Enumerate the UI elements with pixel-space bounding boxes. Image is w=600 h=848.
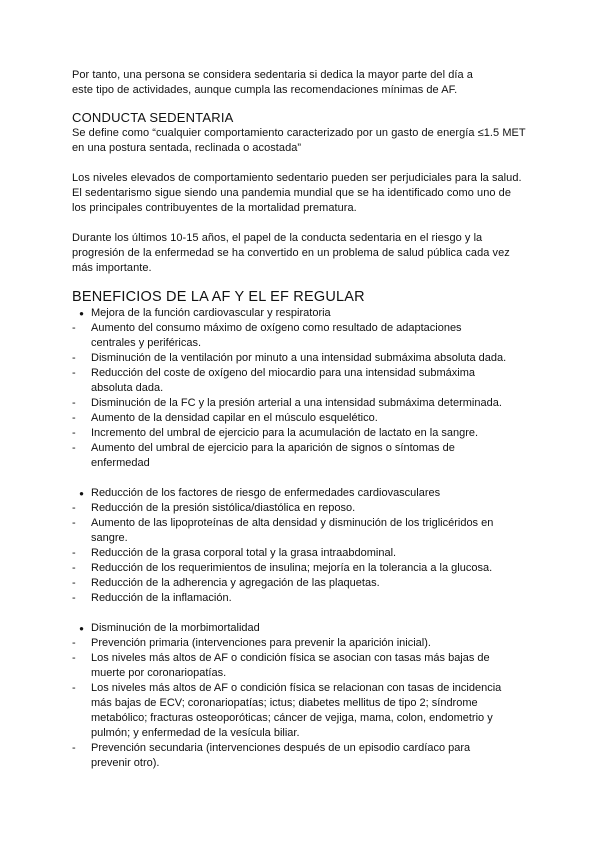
bullet-text: Disminución de la morbimortalidad [91, 622, 260, 634]
dash-item-line: Prevención primaria (intervenciones para prevenir la aparición inicial). [91, 637, 431, 649]
dash-item-line: centrales y periféricas. [91, 337, 202, 349]
section-heading-conducta: CONDUCTA SEDENTARIA [72, 110, 234, 125]
text-line: El sedentarismo sigue siendo una pandemia mundial que se ha identificado como uno de [72, 187, 511, 199]
group-gap [72, 471, 534, 486]
dash-item-line: metabólico; fracturas osteoporóticas; cáncer de vejiga, mama, colon, endometrio y [91, 712, 493, 724]
dash-item-line: Incremento del umbral de ejercicio para la acumulación de lactato en la sangre. [91, 427, 479, 439]
intro-line: este tipo de actividades, aunque cumpla las recomendaciones mínimas de AF. [72, 84, 458, 96]
dash-marker: - [72, 397, 76, 409]
dash-marker: - [72, 367, 76, 379]
dash-item-line: Reducción de los requerimientos de insulina; mejoría en la tolerancia a la glucosa. [91, 562, 493, 574]
dash-marker: - [72, 577, 76, 589]
bullet-item [72, 486, 534, 501]
dash-marker: - [72, 502, 76, 514]
text-line: en una postura sentada, reclinada o acostada” [72, 142, 302, 154]
dash-item-line: más bajas de ECV; coronariopatías; ictus; diabetes mellitus de tipo 2; síndrome [91, 697, 478, 709]
dash-marker: - [72, 547, 76, 559]
dash-marker: - [72, 592, 76, 604]
dash-item-line: Disminución de la FC y la presión arterial a una intensidad submáxima determinada. [91, 397, 502, 409]
dash-marker: - [72, 742, 76, 754]
dash-item [72, 561, 534, 576]
dash-item [72, 651, 534, 681]
dash-item-line: Aumento de la densidad capilar en el músculo esquelético. [91, 412, 378, 424]
dash-item-line: muerte por coronariopatías. [91, 667, 227, 679]
dash-item-line: Reducción de la inflamación. [91, 592, 232, 604]
benefits-list [72, 306, 534, 771]
dash-item-line: Reducción de la presión sistólica/diastólica en reposo. [91, 502, 356, 514]
paragraph-gap [72, 216, 534, 231]
text-line: progresión de la enfermedad se ha convertido en un problema de salud pública cada vez [72, 247, 510, 259]
document-content [72, 68, 534, 771]
text-line: Los niveles elevados de comportamiento sedentario pueden ser perjudiciales para la salud. [72, 172, 522, 184]
bullet-item [72, 306, 534, 321]
dash-item [72, 366, 534, 396]
dash-item [72, 396, 534, 411]
intro-paragraph [72, 68, 534, 98]
dash-marker: - [72, 412, 76, 424]
dash-marker: - [72, 322, 76, 334]
definition-paragraph [72, 126, 534, 156]
text-line: Se define como “cualquier comportamiento caracterizado por un gasto de energía ≤1.5 MET [72, 127, 526, 139]
bullet-text: Mejora de la función cardiovascular y respiratoria [91, 307, 331, 319]
dash-item-line: Los niveles más altos de AF o condición física se relacionan con tasas de incidencia [91, 682, 502, 694]
dash-marker: - [72, 352, 76, 364]
dash-item-line: pulmón; y enfermedad de la vesícula biliar. [91, 727, 300, 739]
health-paragraph [72, 171, 534, 216]
dash-marker: - [72, 682, 76, 694]
dash-item-line: prevenir otro). [91, 757, 160, 769]
dash-marker: - [72, 427, 76, 439]
dash-marker: - [72, 562, 76, 574]
bullet-item [72, 621, 534, 636]
dash-item [72, 441, 534, 471]
dash-item-line: enfermedad [91, 457, 150, 469]
paragraph-gap [72, 156, 534, 171]
dash-item [72, 636, 534, 651]
dash-item [72, 426, 534, 441]
intro-line: Por tanto, una persona se considera sedentaria si dedica la mayor parte del día a [72, 69, 473, 81]
bullet-icon: ● [79, 624, 84, 633]
dash-item [72, 576, 534, 591]
dash-item-line: Aumento del umbral de ejercicio para la aparición de signos o síntomas de [91, 442, 455, 454]
dash-item-line: Reducción del coste de oxígeno del miocardio para una intensidad submáxima [91, 367, 476, 379]
group-gap [72, 606, 534, 621]
dash-item [72, 411, 534, 426]
text-line: los principales contribuyentes de la mortalidad prematura. [72, 202, 357, 214]
dash-item-line: Aumento del consumo máximo de oxígeno como resultado de adaptaciones [91, 322, 462, 334]
dash-item [72, 591, 534, 606]
dash-item [72, 741, 534, 771]
dash-item-line: Reducción de la grasa corporal total y la grasa intraabdominal. [91, 547, 397, 559]
dash-item-line: Aumento de las lipoproteínas de alta densidad y disminución de los triglicéridos en [91, 517, 494, 529]
dash-item [72, 351, 534, 366]
dash-marker: - [72, 652, 76, 664]
dash-item-line: Reducción de la adherencia y agregación de las plaquetas. [91, 577, 380, 589]
bullet-icon: ● [79, 309, 84, 318]
section-heading-beneficios: BENEFICIOS DE LA AF Y EL EF REGULAR [72, 289, 365, 305]
dash-item-line: absoluta dada. [91, 382, 164, 394]
dash-item-line: sangre. [91, 532, 128, 544]
dash-item [72, 501, 534, 516]
dash-item [72, 546, 534, 561]
text-line: más importante. [72, 262, 152, 274]
bullet-icon: ● [79, 489, 84, 498]
dash-item [72, 321, 534, 351]
dash-item-line: Disminución de la ventilación por minuto a una intensidad submáxima absoluta dada. [91, 352, 507, 364]
trend-paragraph [72, 231, 534, 276]
dash-marker: - [72, 637, 76, 649]
dash-item [72, 681, 534, 741]
bullet-text: Reducción de los factores de riesgo de enfermedades cardiovasculares [91, 487, 441, 499]
dash-marker: - [72, 517, 76, 529]
dash-item-line: Prevención secundaria (intervenciones después de un episodio cardíaco para [91, 742, 471, 754]
text-line: Durante los últimos 10-15 años, el papel de la conducta sedentaria en el riesgo y la [72, 232, 483, 244]
dash-item-line: Los niveles más altos de AF o condición física se asocian con tasas más bajas de [91, 652, 490, 664]
dash-marker: - [72, 442, 76, 454]
dash-item [72, 516, 534, 546]
